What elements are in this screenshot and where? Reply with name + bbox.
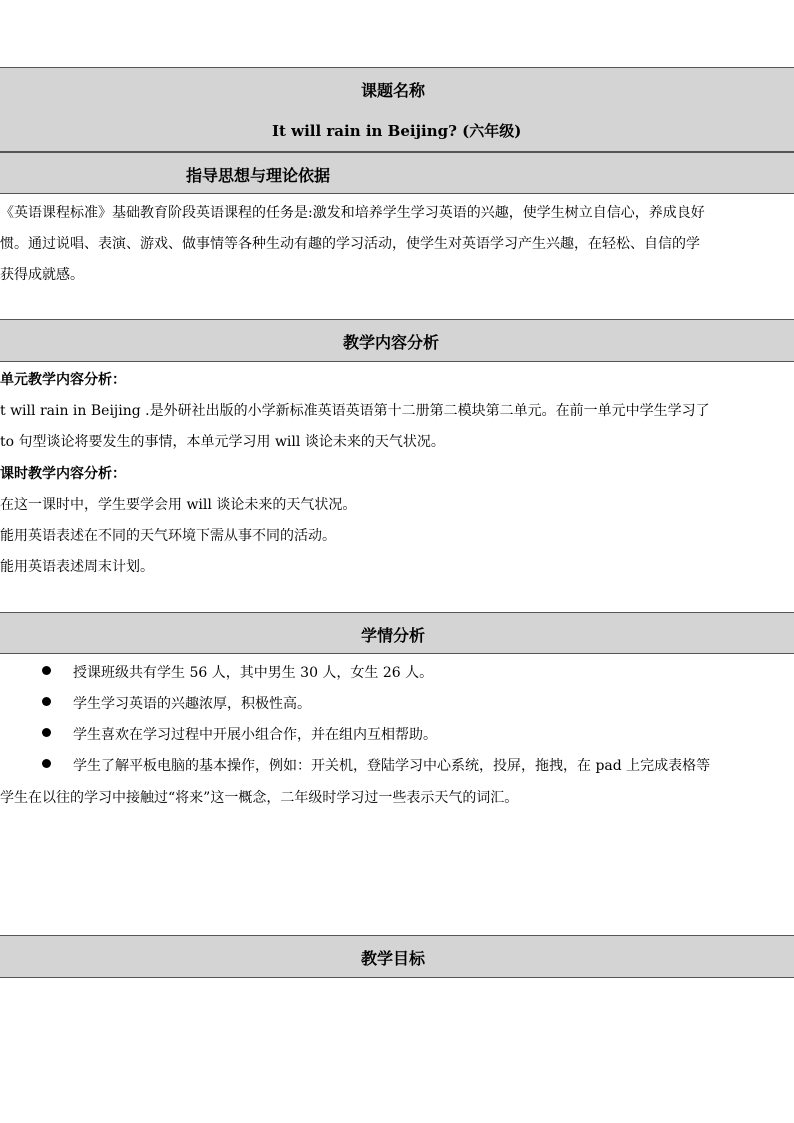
lesson-analysis-line-3: 能用英语表述周末计划。 bbox=[0, 559, 154, 575]
learner-bullet-3: 学生喜欢在学习过程中开展小组合作，并在组内互相帮助。 bbox=[73, 727, 437, 743]
guidance-line-2: 惯。通过说唱、表演、游戏、做事情等各种生动有趣的学习活动，使学生对英语学习产生兴趣，在轻松、自信的学 bbox=[0, 236, 700, 252]
lesson-analysis-label: 课时教学内容分析： bbox=[0, 466, 126, 482]
lesson-analysis-line-2: 能用英语表述在不同的天气环境下需从事不同的活动。 bbox=[0, 528, 336, 544]
course-title-band bbox=[0, 67, 794, 152]
bullet-dot-icon bbox=[42, 666, 51, 675]
guidance-line-3: 获得成就感。 bbox=[0, 267, 84, 283]
bullet-dot-icon bbox=[42, 728, 51, 737]
unit-analysis-line-2: to 句型谈论将要发生的事情，本单元学习用 will 谈论未来的天气状况。 bbox=[0, 434, 445, 450]
bullet-dot-icon bbox=[42, 697, 51, 706]
learner-extra-line: 学生在以往的学习中接触过“将来”这一概念，二年级时学习过一些表示天气的词汇。 bbox=[0, 790, 519, 806]
guidance-heading: 指导思想与理论依据 bbox=[186, 166, 331, 185]
unit-analysis-line-1: t will rain in Beijing .是外研社出版的小学新标准英语英语第十二册第二模块第二单元。在前一单元中学生学习了 bbox=[0, 403, 710, 419]
content-analysis-heading: 教学内容分析 bbox=[343, 333, 440, 352]
learner-analysis-heading: 学情分析 bbox=[361, 626, 426, 645]
learner-analysis-band bbox=[0, 612, 794, 654]
learner-bullet-4: 学生了解平板电脑的基本操作，例如：开关机，登陆学习中心系统，投屏，拖拽，在 pad 上完成表格等 bbox=[73, 758, 711, 774]
guidance-heading-band bbox=[0, 152, 794, 194]
learner-bullet-1: 授课班级共有学生 56 人，其中男生 30 人，女生 26 人。 bbox=[73, 665, 434, 681]
objectives-band bbox=[0, 935, 794, 978]
bullet-dot-icon bbox=[42, 759, 51, 768]
course-title: It will rain in Beijing? (六年级) bbox=[272, 122, 522, 140]
objectives-heading: 教学目标 bbox=[361, 949, 426, 968]
course-heading: 课题名称 bbox=[361, 81, 426, 100]
guidance-line-1: 《英语课程标准》基础教育阶段英语课程的任务是:激发和培养学生学习英语的兴趣，使学生树立自信心，养成良好 bbox=[0, 205, 705, 221]
learner-bullet-2: 学生学习英语的兴趣浓厚，积极性高。 bbox=[73, 696, 311, 712]
lesson-analysis-line-1: 在这一课时中，学生要学会用 will 谈论未来的天气状况。 bbox=[0, 497, 357, 513]
content-analysis-band bbox=[0, 319, 794, 362]
unit-analysis-label: 单元教学内容分析： bbox=[0, 372, 126, 388]
